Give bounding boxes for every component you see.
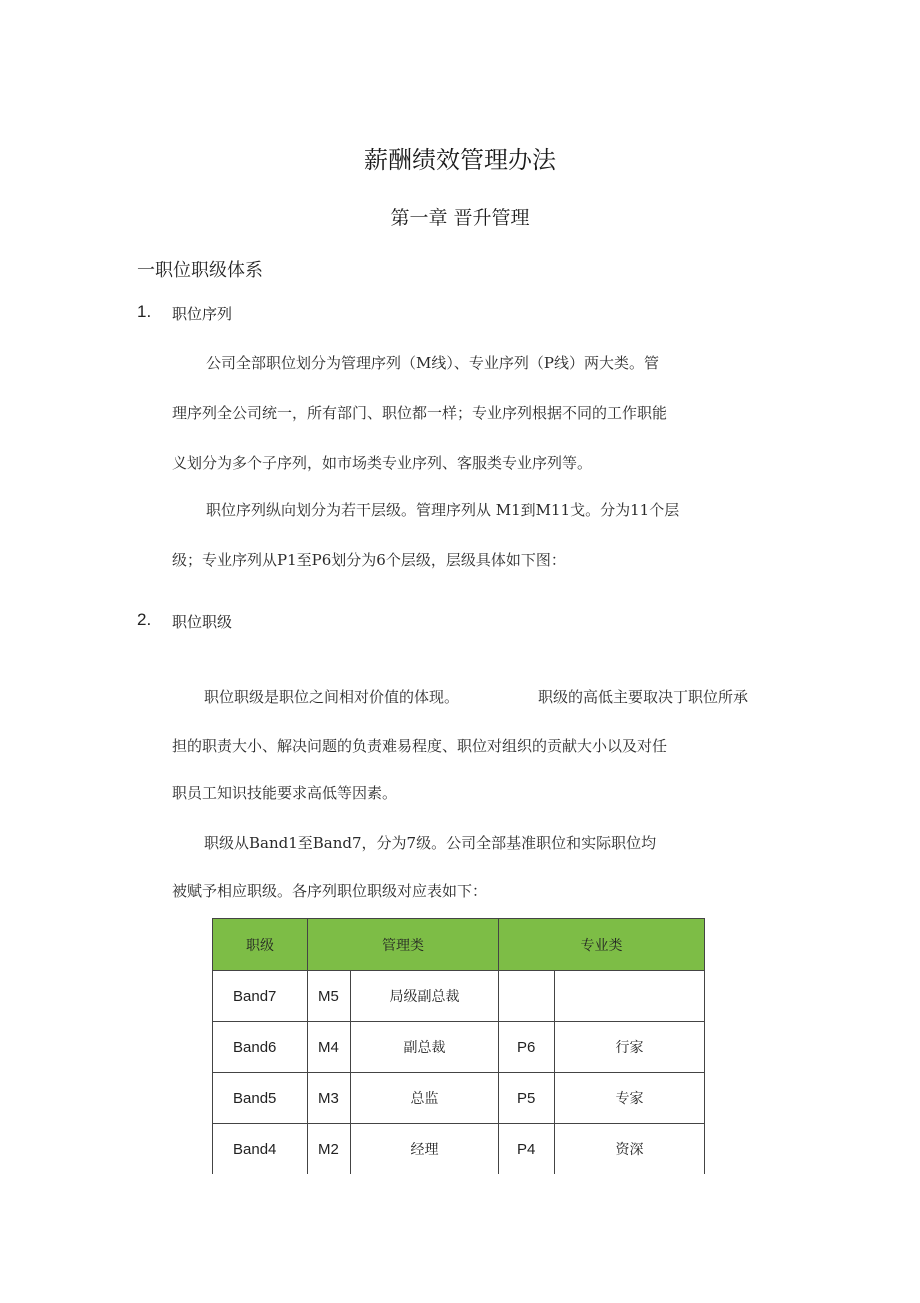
cell-p-code: P4 [499, 1124, 555, 1175]
paragraph-3-line-1a: 职位职级是职位之间相对价值的体现。 [204, 688, 460, 706]
paragraph-4-line-2: 被赋予相应职级。各序列职位职级对应表如下： [172, 882, 488, 900]
subsection-2-label: 职位职级 [172, 613, 233, 631]
cell-p-code: P5 [499, 1073, 555, 1124]
subsection-1-label: 职位序列 [172, 305, 233, 323]
cell-p-title: 行家 [555, 1022, 705, 1073]
cell-p-title: 专家 [555, 1073, 705, 1124]
paragraph-2-line-1: 职位序列纵向划分为若干层级。管理序列从 M1到M11戈。分为11个层 [206, 501, 680, 519]
header-management: 管理类 [308, 919, 499, 971]
document-title: 薪酬绩效管理办法 [364, 146, 556, 174]
paragraph-2-line-2: 级；专业序列从P1至P6划分为6个层级，层级具体如下图： [172, 551, 566, 569]
paragraph-3-line-3: 职员工知识技能要求高低等因素。 [172, 784, 398, 802]
table-row [213, 1022, 705, 1073]
cell-m-title: 总监 [351, 1073, 499, 1124]
paragraph-3-line-2: 担的职责大小、解决问题的负责难易程度、职位对组织的贡献大小以及对任 [172, 737, 668, 755]
chapter-heading: 第一章 晋升管理 [390, 207, 530, 229]
paragraph-4-line-1: 职级从Band1至Band7，分为7级。公司全部基准职位和实际职位均 [204, 834, 657, 852]
grade-table [212, 918, 705, 1174]
header-band: 职级 [213, 919, 308, 971]
cell-band: Band5 [213, 1073, 308, 1124]
cell-p-code: P6 [499, 1022, 555, 1073]
section-heading: 一职位职级体系 [137, 260, 263, 281]
cell-m-code: M2 [308, 1124, 351, 1175]
paragraph-1-line-1: 公司全部职位划分为管理序列（M线）、专业序列（P线）两大类。管 [206, 354, 659, 372]
cell-m-title: 副总裁 [351, 1022, 499, 1073]
table-header-row [213, 919, 705, 971]
cell-m-code: M3 [308, 1073, 351, 1124]
paragraph-1-line-2: 理序列全公司统一，所有部门、职位都一样；专业序列根据不同的工作职能 [172, 404, 668, 422]
subsection-1-number: 1. [137, 302, 152, 321]
subsection-2-number: 2. [137, 610, 152, 629]
cell-band: Band7 [213, 971, 308, 1022]
paragraph-3-line-1b: 职级的高低主要取决丁职位所承 [538, 688, 749, 706]
cell-band: Band4 [213, 1124, 308, 1175]
table-row [213, 1073, 705, 1124]
cell-p-title [555, 971, 705, 1022]
cell-band: Band6 [213, 1022, 308, 1073]
table-row [213, 1124, 705, 1175]
cell-p-title: 资深 [555, 1124, 705, 1175]
cell-m-title: 经理 [351, 1124, 499, 1175]
cell-m-code: M5 [308, 971, 351, 1022]
cell-p-code [499, 971, 555, 1022]
cell-m-title: 局级副总裁 [351, 971, 499, 1022]
cell-m-code: M4 [308, 1022, 351, 1073]
paragraph-1-line-3: 义划分为多个子序列，如市场类专业序列、客服类专业序列等。 [172, 454, 593, 472]
header-professional: 专业类 [499, 919, 705, 971]
table-row [213, 971, 705, 1022]
